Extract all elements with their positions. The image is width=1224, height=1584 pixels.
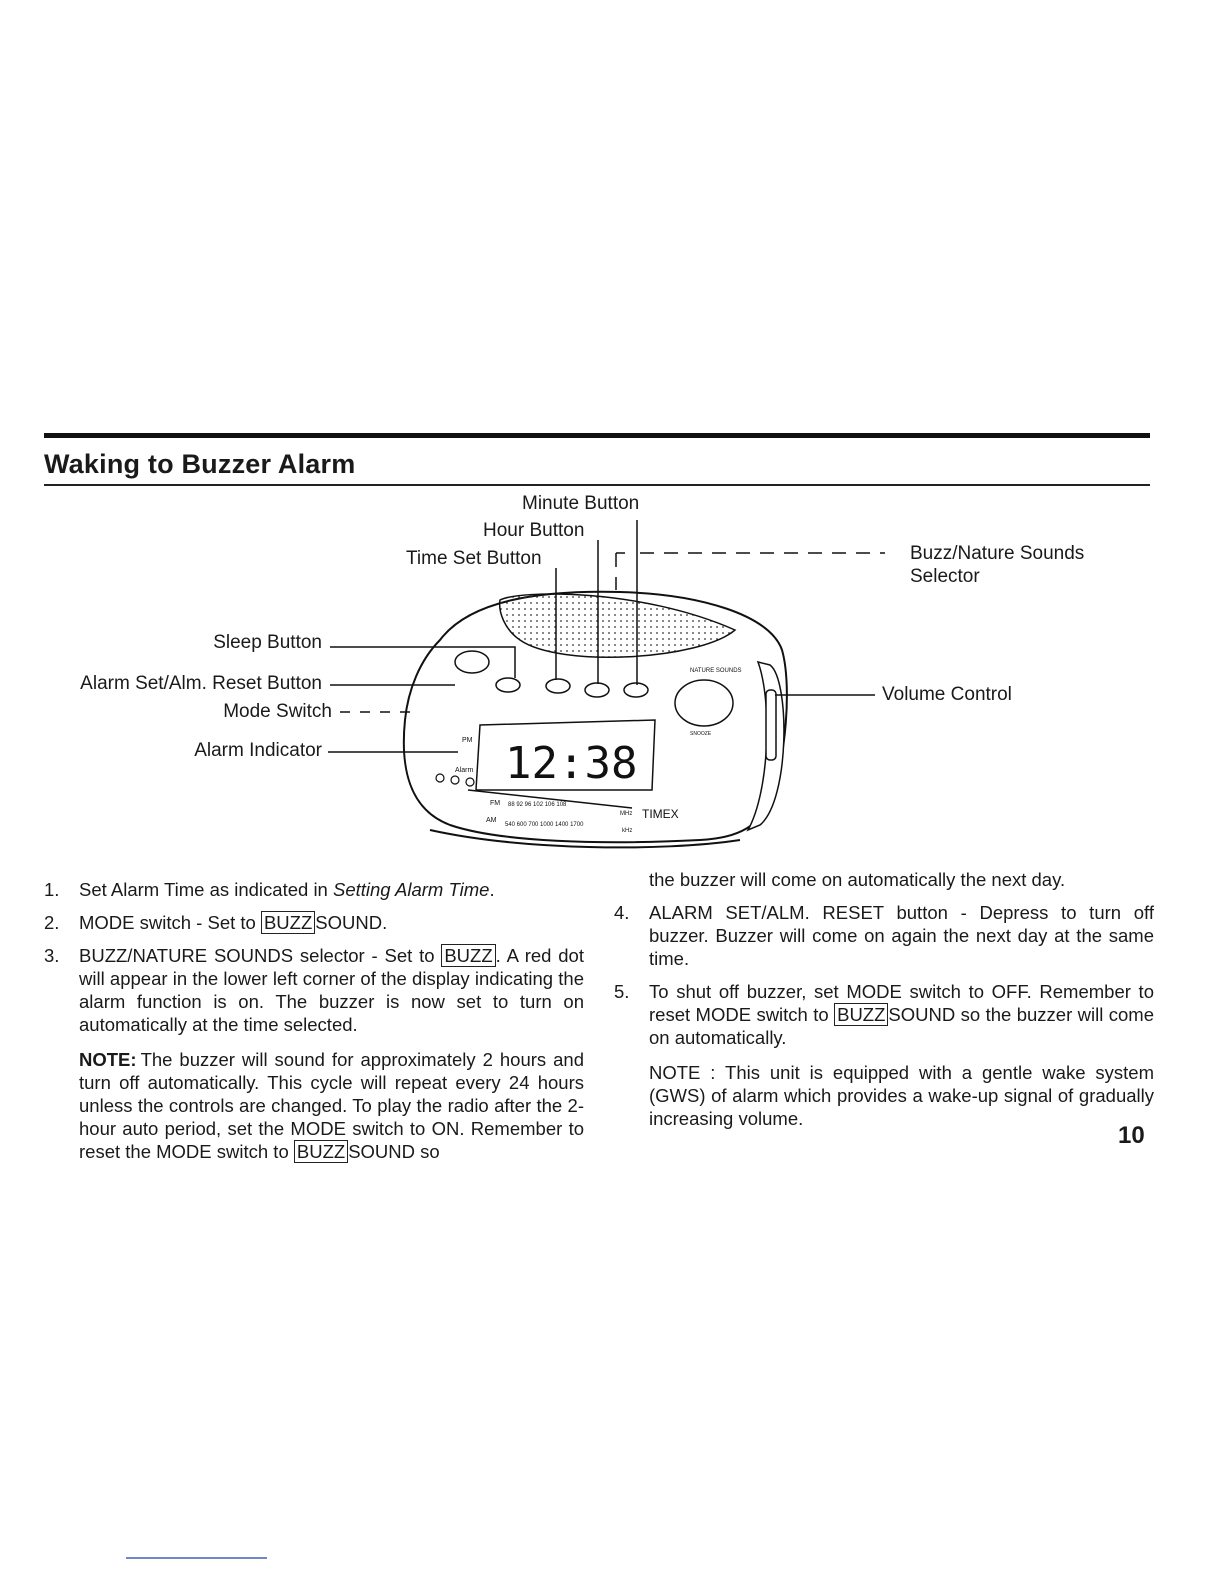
step-2-pre: MODE switch - Set to [79,912,261,933]
label-time-set-button: Time Set Button [406,548,542,569]
step-2-post: SOUND. [315,912,388,933]
note-1-text: The buzzer will sound for approximately 2 hours and turn off automatically. This cycle will repeat every 24 hours unless the controls are changed. To play the radio after the 2-hour auto period, set the MODE switch to ON. Remember to reset the MODE switch to [79,1049,584,1162]
note-1-label: NOTE: [79,1049,137,1070]
step-1-text [79,878,584,901]
label-hour-button: Hour Button [483,520,585,541]
snooze-print: SNOOZE [690,731,712,737]
step-3-number: 3. [44,945,60,966]
step-3-buzz-box: BUZZ [441,944,495,967]
leader-buzz-selector [616,553,885,590]
label-buzz-nature-line1: Buzz/Nature Sounds [910,543,1085,564]
snooze-button-shape [675,680,733,726]
label-buzz-nature-line2: Selector [910,566,980,587]
step-1-pre: Set Alarm Time as indicated in [79,879,333,900]
step-5-pre: To shut off buzzer, set MODE switch to OFF. Remember to reset MODE switch to [649,981,1154,1025]
step-2-buzz-box: BUZZ [261,911,315,934]
minute-button-shape [624,683,648,697]
step-5-buzz-box: BUZZ [834,1003,888,1026]
step-1-number: 1. [44,879,60,900]
step-1 [44,878,584,901]
label-alarm-indicator: Alarm Indicator [194,740,322,761]
step-3-text [79,944,584,1036]
mhz-label: MHz [620,811,633,817]
label-sleep-button: Sleep Button [213,632,322,653]
note-1 [79,1048,584,1163]
am-label: AM [486,817,497,824]
brand-logo: TIMEX [642,807,679,821]
nature-sounds-print: NATURE SOUNDS [690,668,742,674]
fm-scale: 88 92 96 102 106 108 [508,802,567,808]
page-number: 10 [1118,1122,1145,1149]
continuation-text: the buzzer will come on automatically the next day. [649,869,1066,890]
lcd-pm: PM [462,737,473,744]
front-knob-3 [466,778,474,786]
label-buzz-nature-selector [910,542,1084,588]
step-2-text [79,911,584,934]
step-5-text [649,980,1154,1049]
step-3-pre: BUZZ/NATURE SOUNDS selector - Set to [79,945,442,966]
lcd-time: 12:38 [505,738,638,789]
step-2 [44,911,584,934]
label-mode-switch: Mode Switch [223,701,332,722]
step-4-text: ALARM SET/ALM. RESET button - Depress to turn off buzzer. Buzzer will come on again the next day at the same time. [649,902,1154,969]
step-1-reference: Setting Alarm Time [332,879,490,900]
step-5-number: 5. [614,981,630,1002]
step-5-post: SOUND so the buzzer will come on automatically. [649,1004,1154,1048]
note-1-buzz-box: BUZZ [294,1140,348,1163]
step-4 [614,901,1154,970]
note-2: NOTE : This unit is equipped with a gentle wake system (GWS) of alarm which provides a wake-up signal of gradually increasing volume. [649,1062,1154,1129]
front-knob-1 [436,774,444,782]
label-minute-button: Minute Button [522,493,640,514]
instructions-left-column [44,878,584,1163]
step-3-post: . A red dot will appear in the lower left corner of the display indicating the alarm function is on. The buzzer is now set to turn on automatically at the time selected. [79,945,584,1035]
time-set-button-shape [546,679,570,693]
khz-label: kHz [622,828,633,834]
front-knob-2 [451,776,459,784]
label-alarm-set-button: Alarm Set/Alm. Reset Button [80,673,322,694]
hour-button-shape [585,683,609,697]
note-1-post: SOUND so [348,1141,440,1162]
lcd-alarm: Alarm [455,767,474,774]
step-4-number: 4. [614,902,630,923]
fm-label: FM [490,800,501,807]
step-1-post: . [489,879,495,900]
am-scale: 540 600 700 1000 1400 1700 [505,822,584,828]
page-title: Waking to Buzzer Alarm [44,449,356,479]
footer-line [126,1557,267,1559]
step-5 [614,980,1154,1049]
instructions-right-column [614,868,1154,1130]
volume-wheel [766,690,776,760]
step-3 [44,944,584,1036]
step-2-number: 2. [44,912,60,933]
label-volume-control: Volume Control [882,684,1012,705]
alarm-set-button-shape [496,678,520,692]
sleep-button-shape [455,651,489,673]
